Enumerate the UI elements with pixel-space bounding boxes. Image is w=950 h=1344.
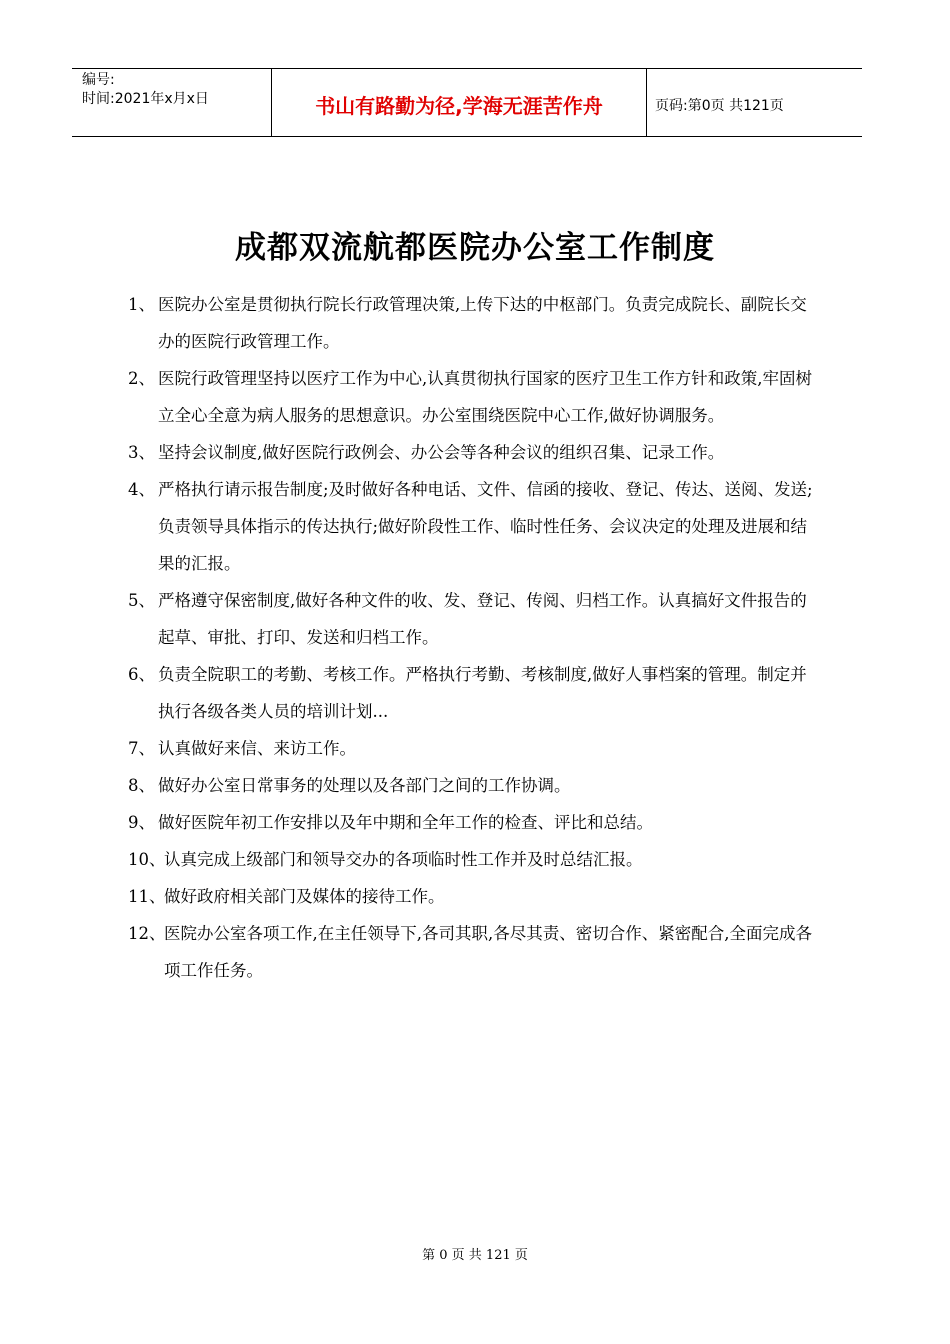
list-item xyxy=(128,471,818,582)
list-item xyxy=(128,804,818,841)
list-item xyxy=(128,915,818,989)
item-number: 3、 xyxy=(128,443,155,462)
item-number: 10、 xyxy=(128,850,166,869)
header-motto: 书山有路勤为径,学海无涯苦作舟 xyxy=(272,69,647,136)
list-item xyxy=(128,360,818,434)
item-text: 严格遵守保密制度,做好各种文件的收、发、登记、传阅、归档工作。认真搞好文件报告的起草、审批、打印、发送和归档工作。 xyxy=(158,591,807,647)
item-number: 7、 xyxy=(128,739,155,758)
item-number: 12、 xyxy=(128,924,166,943)
list-item xyxy=(128,434,818,471)
item-number: 9、 xyxy=(128,813,155,832)
item-text: 做好医院年初工作安排以及年中期和全年工作的检查、评比和总结。 xyxy=(158,813,653,832)
item-text: 严格执行请示报告制度;及时做好各种电话、文件、信函的接收、登记、传达、送阅、发送;负责领导具体指示的传达执行;做好阶段性工作、临时性任务、会议决定的处理及进展和结果的汇报。 xyxy=(158,480,813,573)
list-item xyxy=(128,582,818,656)
item-text: 认真完成上级部门和领导交办的各项临时性工作并及时总结汇报。 xyxy=(164,850,643,869)
item-text: 做好办公室日常事务的处理以及各部门之间的工作协调。 xyxy=(158,776,571,795)
item-text: 认真做好来信、来访工作。 xyxy=(158,739,356,758)
list-item xyxy=(128,841,818,878)
item-text: 负责全院职工的考勤、考核工作。严格执行考勤、考核制度,做好人事档案的管理。制定并执行各级各类人员的培训计划... xyxy=(158,665,807,721)
list-item xyxy=(128,878,818,915)
item-number: 1、 xyxy=(128,295,155,314)
item-number: 6、 xyxy=(128,665,155,684)
item-number: 2、 xyxy=(128,369,155,388)
list-item xyxy=(128,286,818,360)
item-number: 11、 xyxy=(128,887,166,906)
item-text: 医院行政管理坚持以医疗工作为中心,认真贯彻执行国家的医疗卫生工作方针和政策,牢固树立全心全意为病人服务的思想意识。办公室围绕医院中心工作,做好协调服务。 xyxy=(158,369,812,425)
serial-label: 编号: xyxy=(82,72,115,88)
time-label: 时间:2021年x月x日 xyxy=(82,91,209,107)
item-text: 医院办公室各项工作,在主任领导下,各司其职,各尽其责、密切合作、紧密配合,全面完成各项工作任务。 xyxy=(164,924,812,980)
page-header xyxy=(72,68,862,137)
item-number: 5、 xyxy=(128,591,155,610)
item-text: 做好政府相关部门及媒体的接待工作。 xyxy=(164,887,445,906)
rules-list xyxy=(128,286,818,989)
item-text: 坚持会议制度,做好医院行政例会、办公会等各种会议的组织召集、记录工作。 xyxy=(158,443,725,462)
list-item xyxy=(128,767,818,804)
item-text: 医院办公室是贯彻执行院长行政管理决策,上传下达的中枢部门。负责完成院长、副院长交办的医院行政管理工作。 xyxy=(158,295,807,351)
header-page-info: 页码:第0页 共121页 xyxy=(655,97,784,114)
list-item xyxy=(128,656,818,730)
header-meta xyxy=(72,69,272,136)
document-title: 成都双流航都医院办公室工作制度 xyxy=(235,230,715,266)
item-number: 4、 xyxy=(128,480,155,499)
page-footer: 第 0 页 共 121 页 xyxy=(422,1248,528,1263)
list-item xyxy=(128,730,818,767)
item-number: 8、 xyxy=(128,776,155,795)
